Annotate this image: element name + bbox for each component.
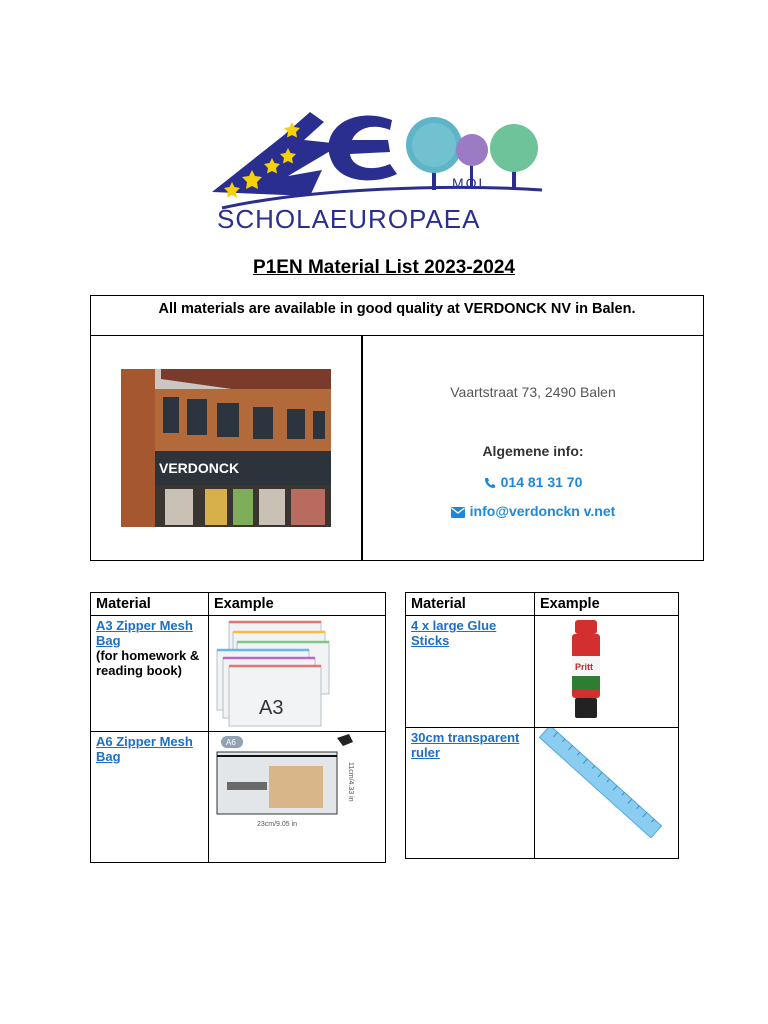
- shop-sign: VERDONCK: [159, 460, 240, 476]
- phone-icon: [484, 477, 496, 489]
- table-row: [406, 728, 679, 859]
- envelope-icon: [451, 507, 465, 518]
- school-logo: [192, 100, 568, 240]
- shop-phone[interactable]: 014 81 31 70: [363, 474, 703, 490]
- example-cell: [209, 616, 386, 732]
- shop-photo: [121, 369, 331, 527]
- shop-address: Vaartstraat 73, 2490 Balen: [450, 384, 616, 400]
- glue-brand: Pritt: [575, 662, 593, 672]
- material-cell: [91, 732, 209, 863]
- materials-table-left: [90, 592, 386, 863]
- a6-dim-horizontal: 23cm/9.05 in: [257, 821, 298, 828]
- ruler-image: [535, 728, 669, 838]
- table-row: [91, 616, 386, 732]
- material-link-ruler[interactable]: 30cm transparent ruler: [411, 730, 520, 760]
- a6-dim-vertical: 11cm/4.33 in: [347, 762, 354, 802]
- table-header-row: [406, 593, 679, 616]
- materials-table-right: [405, 592, 679, 859]
- a6-mesh-bag-image: [209, 732, 385, 832]
- a3-label: A3: [259, 697, 284, 719]
- example-cell: [535, 728, 679, 859]
- page-title: P1EN Material List 2023-2024: [253, 257, 515, 278]
- a6-tag: A6: [226, 738, 236, 747]
- supplier-info-box: [90, 295, 704, 561]
- header-example: Example: [535, 593, 679, 616]
- example-cell: [209, 732, 386, 863]
- glue-stick-image: [535, 616, 669, 724]
- example-cell: [535, 616, 679, 728]
- logo-e-shape: [328, 116, 397, 181]
- material-link-glue-sticks[interactable]: 4 x large Glue Sticks: [411, 618, 497, 648]
- material-note: (for homework & reading book): [96, 648, 200, 678]
- table-header-row: [91, 593, 386, 616]
- material-cell: [406, 616, 535, 728]
- material-cell: [91, 616, 209, 732]
- logo-city-text: MOL: [452, 175, 489, 191]
- material-link-a3-bag[interactable]: A3 Zipper Mesh Bag: [96, 618, 193, 648]
- shop-email[interactable]: info@verdonckn v.net: [363, 503, 703, 519]
- a3-mesh-bags-image: [209, 616, 385, 728]
- table-row: [91, 732, 386, 863]
- supplier-headline: All materials are available in good quality at VERDONCK NV in Balen.: [91, 296, 703, 336]
- material-link-a6-bag[interactable]: A6 Zipper Mesh Bag: [96, 734, 193, 764]
- header-material: Material: [406, 593, 535, 616]
- material-cell: [406, 728, 535, 859]
- header-material: Material: [91, 593, 209, 616]
- general-info-label: Algemene info:: [482, 443, 584, 459]
- header-example: Example: [209, 593, 386, 616]
- table-row: [406, 616, 679, 728]
- logo-school-text: SCHOLAEUROPAEA: [217, 204, 481, 234]
